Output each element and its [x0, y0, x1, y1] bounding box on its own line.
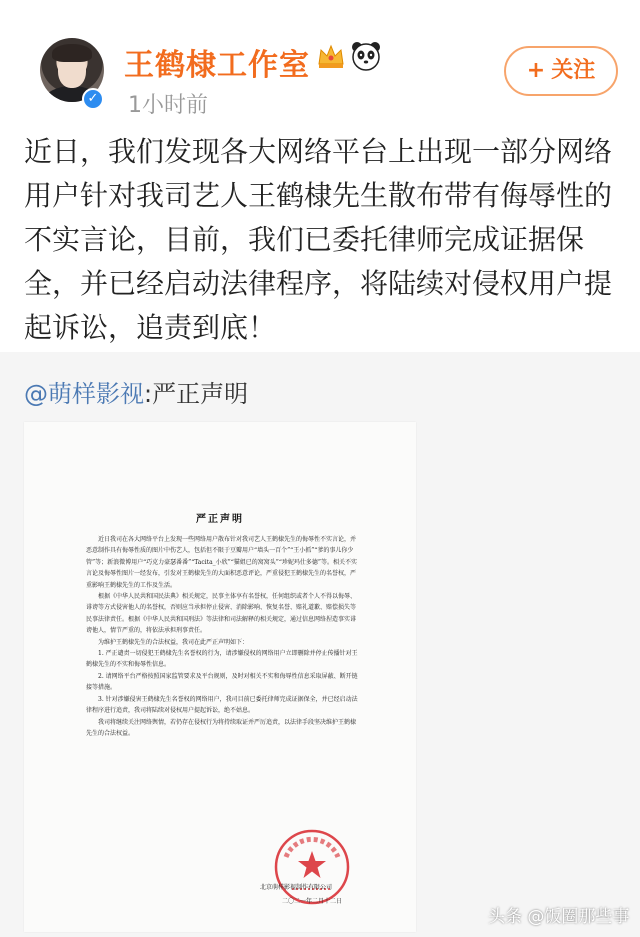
avatar-hair	[52, 44, 92, 62]
statement-document-image[interactable]	[24, 422, 416, 932]
watermark: 头条 @饭圈那些事	[488, 907, 630, 927]
follow-label: 关注	[551, 58, 596, 83]
document-paragraph: 近日我司在各大网络平台上发现一些网络用户散布针对我司艺人王鹤棣先生的侮辱性不实言论，并恶意制作具有侮辱性质的图片中伤艺人，包括但不限于豆瓣用户“墙头一百个”“王小抓”“爹的事儿你少管”等；新浪微博用户“巧克力豪瑟番番”“Tacita_小欣”“猫姐已的窝窝头”“珍妮玛仕多德”等。相关不实言论及侮辱性图片一经发布，引发对王鹤棣先生的大面积恶意评论，严重侵犯王鹤棣先生的名誉权，严重影响王鹤棣先生的工作及生活。	[86, 536, 357, 589]
document-paragraph: 2. 请网络平台严格按照国家监管要求及平台规则，及时对相关不实和侮辱性信息采取屏蔽、断开链接等措施。	[86, 672, 358, 692]
crown-icon	[316, 42, 346, 70]
document-paragraph: 1. 严正谴责一切侵犯王鹤棣先生名誉权的行为，请涉嫌侵权的网络用户立即删除并停止传播针对王鹤棣先生的不实和侮辱性信息。	[86, 650, 358, 669]
post-time: 1小时前	[128, 93, 208, 118]
document-paragraph: 我司将继续关注网络舆情，若仍存在侵权行为将持续取证并严厉追责，以法律手段坚决维护王鹤棣先生的合法权益。	[86, 718, 357, 737]
company-seal	[272, 827, 352, 907]
repost-header	[24, 374, 248, 409]
document-signature-company: 北京萌样影视制作有限公司	[260, 884, 333, 891]
repost-title: :严正声明	[144, 380, 249, 408]
document-paragraph: 为维护王鹤棣先生的合法权益，我司在此严正声明如下：	[98, 638, 249, 646]
repost-user-link[interactable]: @萌样影视	[24, 380, 144, 408]
document-signature-date: 二〇二一年二月十二日	[282, 898, 343, 905]
post-header	[0, 0, 640, 130]
account-name[interactable]: 王鹤棣工作室	[124, 48, 310, 83]
plus-icon: +	[526, 58, 546, 83]
panda-icon	[350, 40, 382, 72]
document-paragraph: 根据《中华人民共和国民法典》相关规定，民事主体享有名誉权，任何组织或者个人不得以侮辱、诽谤等方式侵害他人的名誉权，否则应当承担停止侵害、消除影响、恢复名誉、赔礼道歉、赔偿损失等民事法律责任。根据《中华人民共和国刑法》等法律和司法解释的相关规定，通过信息网络捏造事实诽谤他人，情节严重的，将依法承担刑事责任。	[86, 593, 357, 635]
post-text: 近日，我们发现各大网络平台上出现一部分网络用户针对我司艺人王鹤棣先生散布带有侮辱性的不实言论，目前，我们已委托律师完成证据保全，并已经启动法律程序，将陆续对侵权用户提起诉讼，追责到底！	[24, 135, 613, 344]
document-body	[86, 534, 358, 739]
document-title: 严正声明	[196, 514, 244, 525]
verified-icon: ✓	[82, 88, 104, 110]
follow-button[interactable]	[504, 46, 618, 96]
repost-block[interactable]	[0, 352, 640, 937]
document-paragraph: 3. 针对涉嫌侵害王鹤棣先生名誉权的网络用户，我司目前已委托律师完成证据保全，并已经启动法律程序进行追责，我司将陆续对侵权用户提起诉讼，绝不姑息。	[86, 695, 358, 715]
